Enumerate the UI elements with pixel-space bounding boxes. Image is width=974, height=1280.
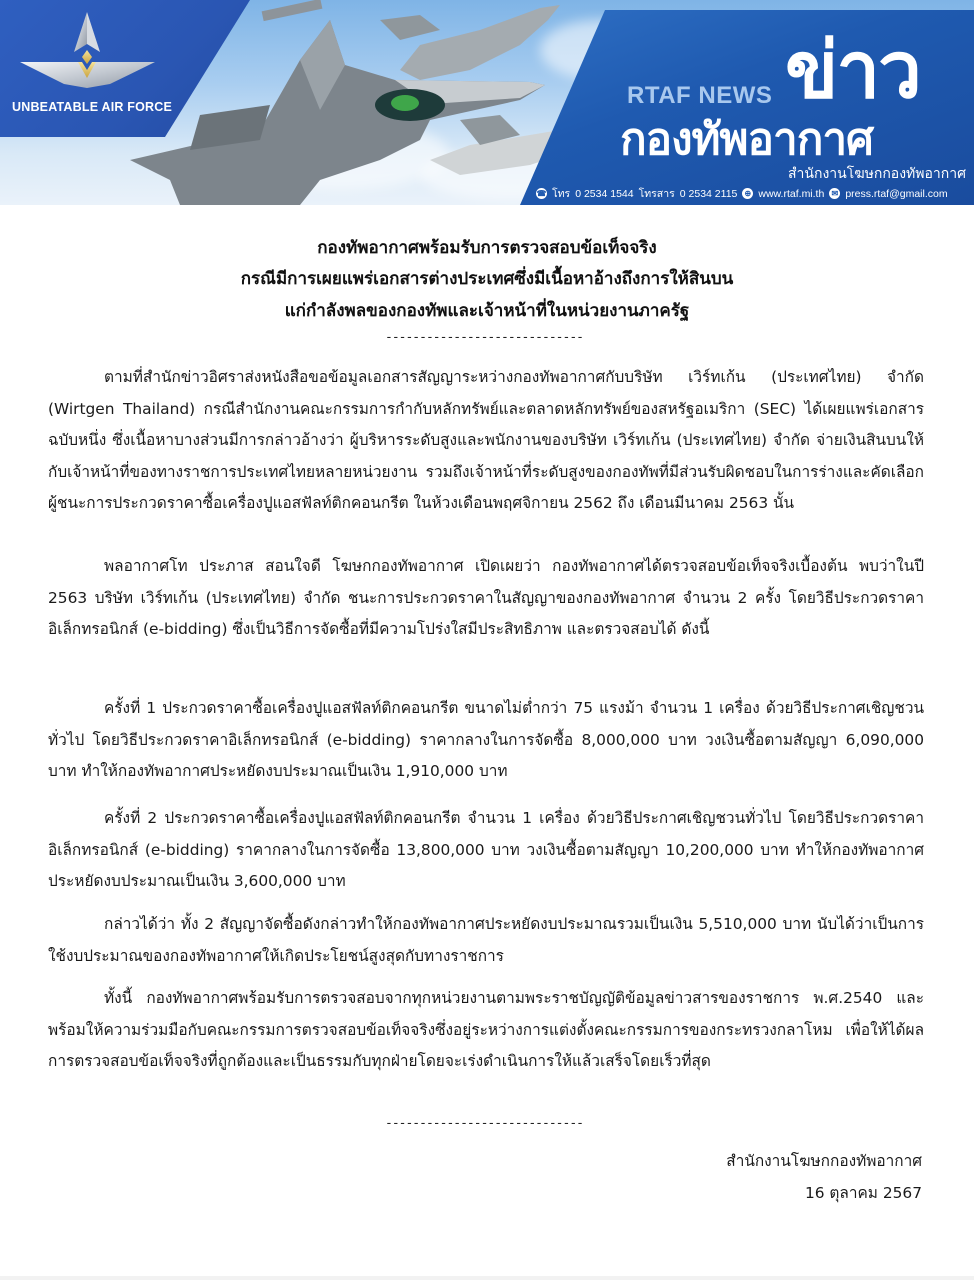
air-force-title-thai: กองทัพอากาศ [620,114,873,165]
paragraph-text: ครั้งที่ 2 ประกวดราคาซื้อเครื่องปูแอสฟัลท์ติกคอนกรีต จำนวน 1 เครื่อง ด้วยวิธีประกาศเชิญชวนทั่วไป โดยวิธีประกวดราคาอิเล็กทรอนิกส์ (e-bidding) ราคากลางในการจัดซื้อ 13,800,000 บาท วงเงินซื้อตามสัญญา 10,200,000 บาท ทำให้กองทัพอากาศประหยัดงบประมาณเป็นเงิน 3,600,000 บาท [48,809,924,890]
paragraph-text: พลอากาศโท ประภาส สอนใจดี โฆษกกองทัพอากาศ เปิดเผยว่า กองทัพอากาศได้ตรวจสอบข้อเท็จจริงเบื้องต้น พบว่าในปี 2563 บริษัท เวิร์ทเก้น (ประเทศไทย) จำกัด ชนะการประกวดราคาในสัญญาของกองทัพอากาศ จำนวน 2 ครั้ง โดยวิธีประกวดราคาอิเล็กทรอนิกส์ (e-bidding) ซึ่งเป็นวิธีการจัดซื้อที่มีความโปร่งใสมีประสิทธิภาพ และตรวจสอบได้ ดังนี้ [48,557,924,638]
paragraph-text: ทั้งนี้ กองทัพอากาศพร้อมรับการตรวจสอบจากทุกหน่วยงานตามพระราชบัญญัติข้อมูลข่าวสารของราชการ พ.ศ.2540 และพร้อมให้ความร่วมมือกับคณะกรรมการตรวจสอบข้อเท็จจริงซึ่งอยู่ระหว่างการแต่งตั้งคณะกรรมการของกระทรวงกลาโหม เพื่อให้ได้ผลการตรวจสอบข้อเท็จจริงที่ถูกต้องและเป็นธรรมกับทุกฝ่ายโดยจะเร่งดำเนินการให้แล้วเสร็จโดยเร็วที่สุด [48,989,924,1070]
email-link[interactable]: press.rtaf@gmail.com [845,187,948,200]
signature-office: สำนักงานโฆษกกองทัพอากาศ [726,1152,922,1170]
divider-top: ----------------------------- [385,330,583,345]
header-banner [0,0,974,205]
fax-label: โทรสาร [638,188,675,200]
paragraph-text: ครั้งที่ 1 ประกวดราคาซื้อเครื่องปูแอสฟัลท์ติกคอนกรีต ขนาดไม่ต่ำกว่า 75 แรงม้า จำนวน 1 เครื่อง ด้วยวิธีประกาศเชิญชวนทั่วไป โดยวิธีประกวดราคาอิเล็กทรอนิกส์ (e-bidding) ราคากลางในการจัดซื้อ 8,000,000 บาท วงเงินซื้อตามสัญญา 6,090,000 บาท ทำให้กองทัพอากาศประหยัดงบประมาณเป็นเงิน 1,910,000 บาท [48,699,924,780]
paragraph-6 [48,983,924,1078]
paragraph-4 [48,803,924,898]
contact-bar [536,185,948,202]
paragraph-1 [48,362,924,520]
bottom-edge [0,1276,974,1280]
divider-bottom: ----------------------------- [385,1116,583,1131]
fax-number: 0 2534 2115 [679,187,738,200]
paragraph-text: ตามที่สำนักข่าวอิศราส่งหนังสือขอข้อมูลเอกสารสัญญาระหว่างกองทัพอากาศกับบริษัท เวิร์ทเก้น (ประเทศไทย) จำกัด (Wirtgen Thailand) กรณีสำนักงานคณะกรรมการกำกับหลักทรัพย์และตลาดหลักทรัพย์ของสหรัฐอเมริกา (SEC) ได้เผยแพร่เอกสารฉบับหนึ่ง ซึ่งเนื้อหาบางส่วนมีการกล่าวอ้างว่า ผู้บริหารระดับสูงและพนักงานของบริษัท เวิร์ทเก้น (ประเทศไทย) จำกัด จ่ายเงินสินบนให้กับเจ้าหน้าที่ของทางราชการประเทศไทยหลายหน่วยงาน รวมถึงเจ้าหน้าที่ระดับสูงของกองทัพที่มีส่วนรับผิดชอบในการร่างและคัดเลือกผู้ชนะการประกวดราคาซื้อเครื่องปูแอสฟัลท์ติกคอนกรีต ในห้วงเดือนพฤศจิกายน 2562 ถึง เดือนมีนาคม 2563 นั้น [48,368,924,512]
paragraph-2 [48,551,924,646]
website-link[interactable]: www.rtaf.mi.th [758,187,825,200]
signature-date: 16 ตุลาคม 2567 [804,1184,922,1202]
mail-icon: ✉ [829,188,840,199]
slogan: UNBEATABLE AIR FORCE [12,100,173,114]
paragraph-5 [48,909,924,972]
headline-line-2: กรณีมีการเผยแพร่เอกสารต่างประเทศซึ่งมีเนื้อหาอ้างถึงการให้สินบน [240,269,734,289]
headline-line-3: แก่กำลังพลของกองทัพและเจ้าหน้าที่ในหน่วยงานภาครัฐ [284,301,690,321]
headline-line-1: กองทัพอากาศพร้อมรับการตรวจสอบข้อเท็จจริง [317,238,657,258]
phone-icon: ☎ [536,189,547,198]
office-subtitle: สำนักงานโฆษกกองทัพอากาศ [787,166,966,182]
air-force-wings-logo [20,12,155,88]
rtaf-news-label: RTAF NEWS [627,82,773,109]
paragraph-3 [48,693,924,788]
paragraph-text: กล่าวได้ว่า ทั้ง 2 สัญญาจัดซื้อดังกล่าวทำให้กองทัพอากาศประหยัดงบประมาณรวมเป็นเงิน 5,510,000 บาท นับได้ว่าเป็นการใช้งบประมาณของกองทัพอากาศให้เกิดประโยชน์สูงสุดกับทางราชการ [48,915,924,965]
news-title-thai: ข่าว [785,26,920,116]
globe-icon: ⊕ [742,188,753,199]
phone-label: โทร [552,188,571,200]
phone-number: 0 2534 1544 [575,187,634,200]
